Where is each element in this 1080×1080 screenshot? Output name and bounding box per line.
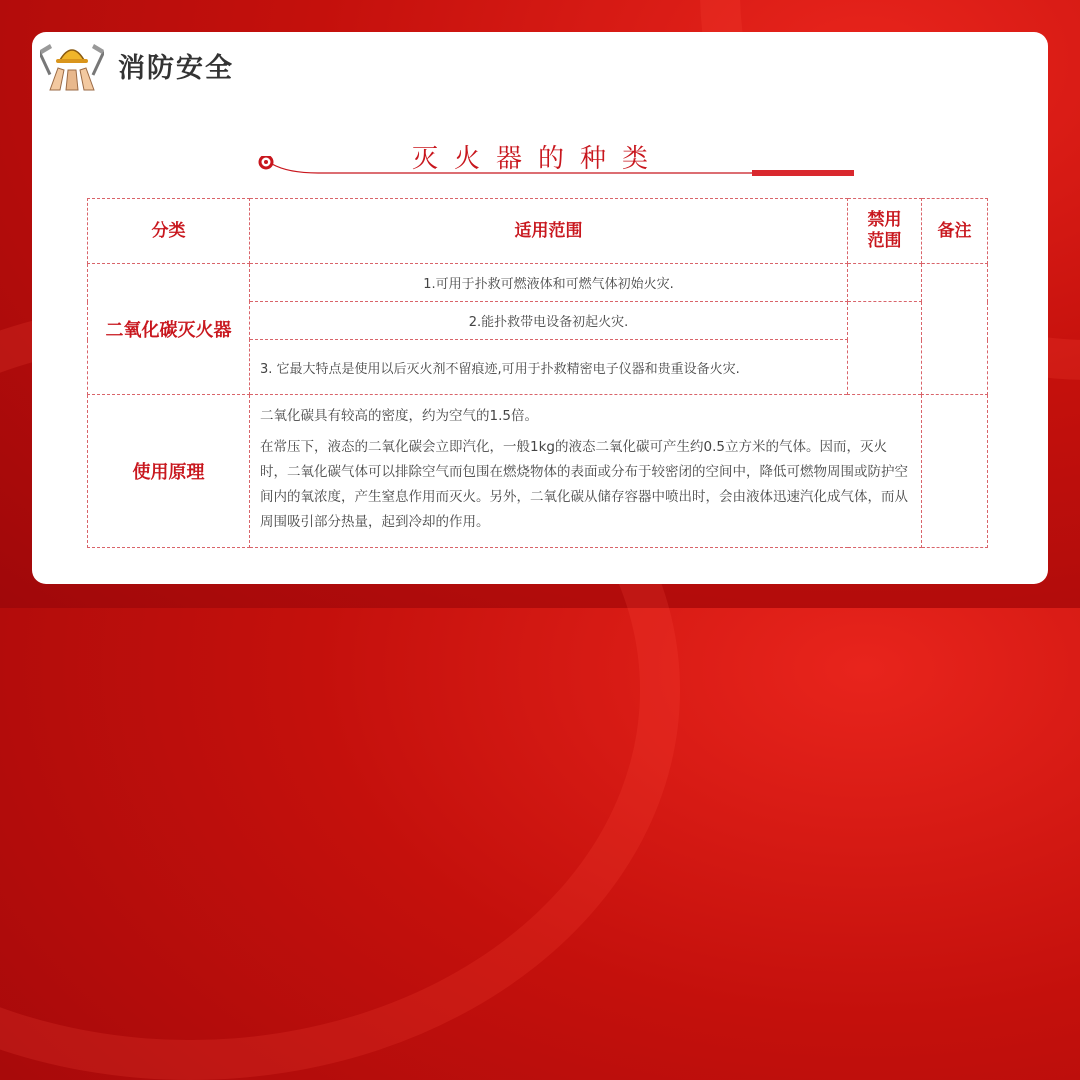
principle-text <box>250 395 922 548</box>
table-row <box>88 395 988 548</box>
header-scope: 适用范围 <box>250 199 848 264</box>
header-forbidden <box>848 199 922 264</box>
scope-item-1: 1.可用于扑救可燃液体和可燃气体初始火灾. <box>250 264 848 302</box>
row-head-principle: 使用原理 <box>88 395 250 548</box>
scope-item-3: 3. 它最大特点是使用以后灭火剂不留痕迹,可用于扑救精密电子仪器和贵重设备火灾. <box>250 340 848 395</box>
firefighter-tools-logo-icon <box>40 38 104 92</box>
forbidden-cell <box>848 302 922 395</box>
header-forbidden-line2: 范围 <box>867 231 902 251</box>
row-head-co2: 二氧化碳灭火器 <box>88 264 250 395</box>
notes-cell <box>922 264 988 395</box>
principle-paragraph: 在常压下，液态的二氧化碳会立即汽化，一般1kg的液态二氧化碳可产生约0.5立方米的气体。因而，灭火时，二氧化碳气体可以排除空气而包围在燃烧物体的表面或分布于较密闭的空间中，降低可燃物周围或防护空间内的氧浓度，产生窒息作用而灭火。另外，二氧化碳从储存容器中喷出时，会由液体迅速汽化成气体，而从周围吸引部分热量，起到冷却的作用。 <box>260 438 908 530</box>
header-forbidden-line1: 禁用 <box>867 210 902 230</box>
header-notes: 备注 <box>922 199 988 264</box>
extinguisher-table <box>87 198 988 548</box>
forbidden-cell <box>848 264 922 302</box>
table-row <box>88 264 988 302</box>
header-category: 分类 <box>88 199 250 264</box>
brand-title: 消防安全 <box>118 53 234 84</box>
table-header-row <box>88 199 988 264</box>
notes-cell <box>922 395 988 548</box>
slide-card <box>32 32 1048 584</box>
scope-item-2: 2.能扑救带电设备初起火灾. <box>250 302 848 340</box>
page-title: 灭火器的种类 <box>412 144 665 174</box>
principle-line-1: 二氧化碳具有较高的密度，约为空气的1.5倍。 <box>260 407 538 424</box>
